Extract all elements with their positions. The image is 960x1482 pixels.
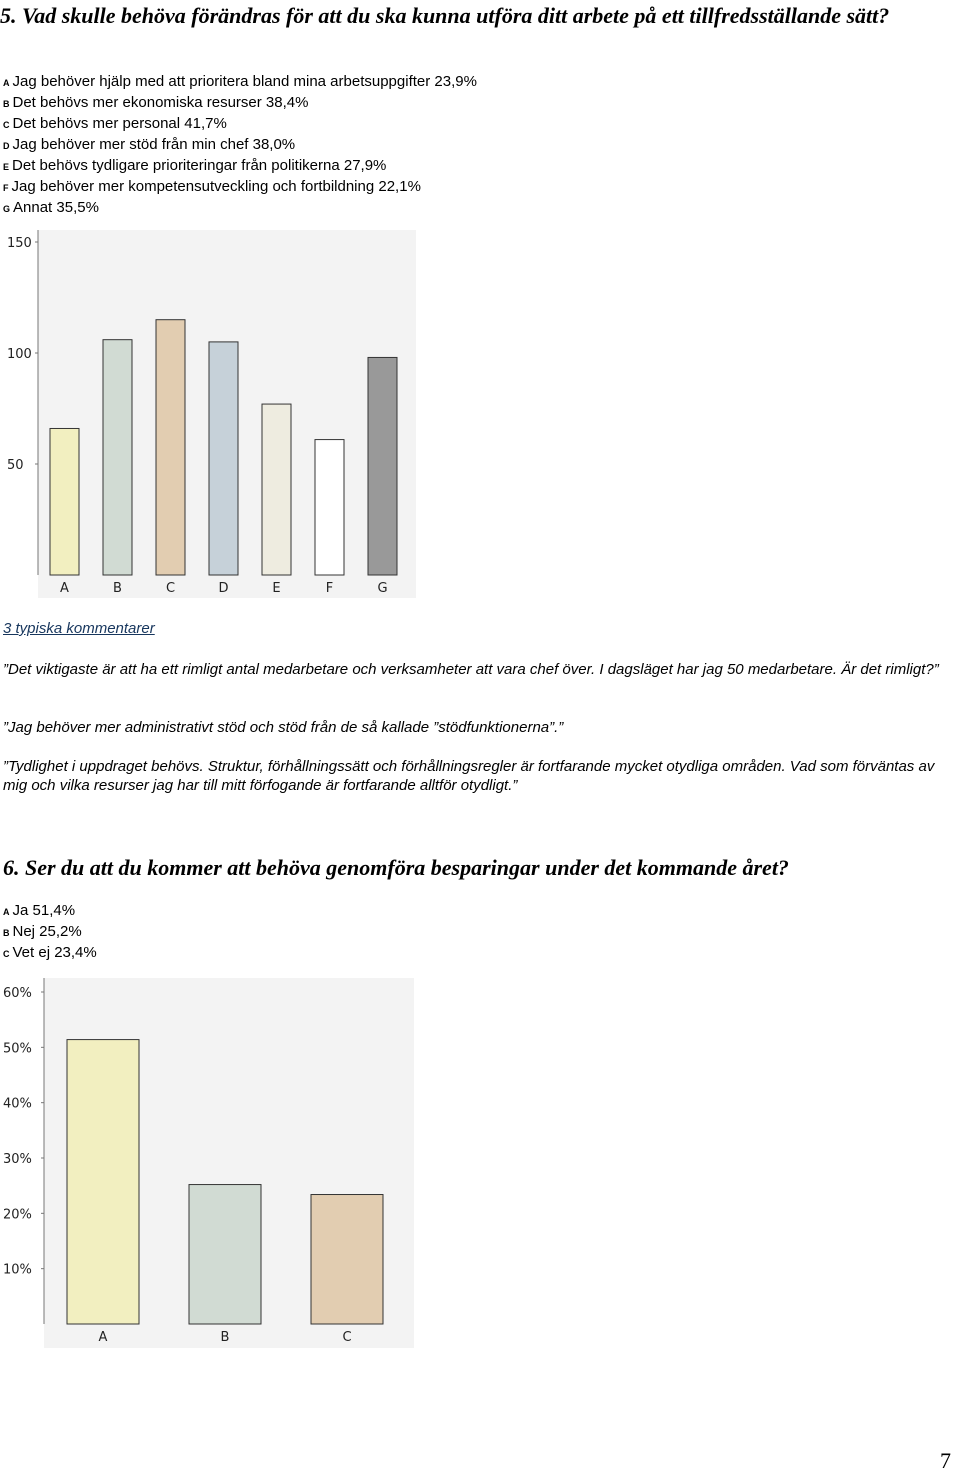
x-tick-label: B [113,581,122,596]
question-6-bar-chart [0,976,420,1350]
comments-heading: 3 typiska kommentarer [3,620,155,637]
x-tick-label: A [60,581,69,596]
option-c [3,114,477,135]
option-text: Jag behöver mer kompetensutveckling och fortbildning 22,1% [11,178,421,195]
bar-g [368,357,397,575]
x-tick-label: D [218,581,229,596]
bar-a [50,428,79,575]
bar-c [311,1195,383,1324]
option-letter: A [3,907,10,917]
option-letter: F [3,183,9,193]
x-tick-label: E [272,581,281,596]
comment-1: ”Det viktigaste är att ha ett rimligt antal medarbetare och verksamheter att vara chef över. I dagsläget har jag 50 medarbetare. Är det rimligt?” [3,661,939,678]
bar-f [315,440,344,575]
x-tick-label: G [377,581,388,596]
y-tick-label: 30% [3,1152,32,1167]
y-tick-label: 150 [7,236,32,251]
question-6-options [3,901,97,964]
option-d [3,135,477,156]
option-text: Annat 35,5% [13,199,99,216]
comment-3: ”Tydlighet i uppdraget behövs. Struktur, förhållningssätt och förhållningsregler är fortfarande mycket otydliga områden. Vad som förväntas av mig och vilka resurser jag har till mitt förfogande är fortfarande alltför otydligt.” [3,758,935,794]
bar-b [189,1185,261,1324]
question-6-title: 6. Ser du att du kommer att behöva genomföra besparingar under det kommande året? [3,855,789,880]
option-letter: D [3,141,10,151]
comment-2: ”Jag behöver mer administrativt stöd och stöd från de så kallade ”stödfunktionerna”.” [3,719,564,736]
option-g [3,198,477,219]
option-letter: B [3,99,10,109]
option-letter: C [3,949,10,959]
x-tick-label: A [98,1330,108,1345]
bar-b [103,340,132,575]
option-e [3,156,477,177]
option-b [3,93,477,114]
x-tick-label: B [220,1330,230,1345]
option-text: Ja 51,4% [12,902,76,919]
option-a [3,72,477,93]
option-letter: G [3,204,11,214]
option-text: Vet ej 23,4% [12,944,97,961]
question-5-bar-chart [0,228,420,600]
option-text: Det behövs tydligare prioriteringar från politikerna 27,9% [12,157,387,174]
bar-e [262,404,291,575]
bar-c [156,320,185,575]
option-letter: C [3,120,10,130]
option-letter: E [3,162,10,172]
y-tick-label: 100 [7,347,32,362]
page-number: 7 [940,1448,951,1473]
option-f [3,177,477,198]
option-b [3,922,97,943]
y-tick-label: 50 [7,458,24,473]
option-c [3,943,97,964]
y-tick-label: 60% [3,986,32,1001]
option-letter: A [3,78,10,88]
y-tick-label: 40% [3,1096,32,1112]
option-text: Det behövs mer personal 41,7% [12,115,227,132]
option-letter: B [3,928,10,938]
x-tick-label: F [325,581,334,596]
option-text: Jag behöver hjälp med att prioritera bland mina arbetsuppgifter 23,9% [12,73,477,90]
option-text: Jag behöver mer stöd från min chef 38,0% [12,136,296,153]
x-tick-label: C [342,1330,352,1345]
y-tick-label: 10% [3,1262,32,1278]
option-a [3,901,97,922]
y-tick-label: 20% [3,1207,32,1223]
bar-a [67,1040,139,1324]
bar-d [209,342,238,575]
question-5-title: 5. Vad skulle behöva förändras för att du ska kunna utföra ditt arbete på ett tillfredsställande sätt? [0,3,890,28]
x-tick-label: C [165,581,176,596]
y-tick-label: 50% [3,1041,32,1057]
option-text: Det behövs mer ekonomiska resurser 38,4% [12,94,309,111]
option-text: Nej 25,2% [12,923,82,940]
question-5-options [3,72,477,219]
